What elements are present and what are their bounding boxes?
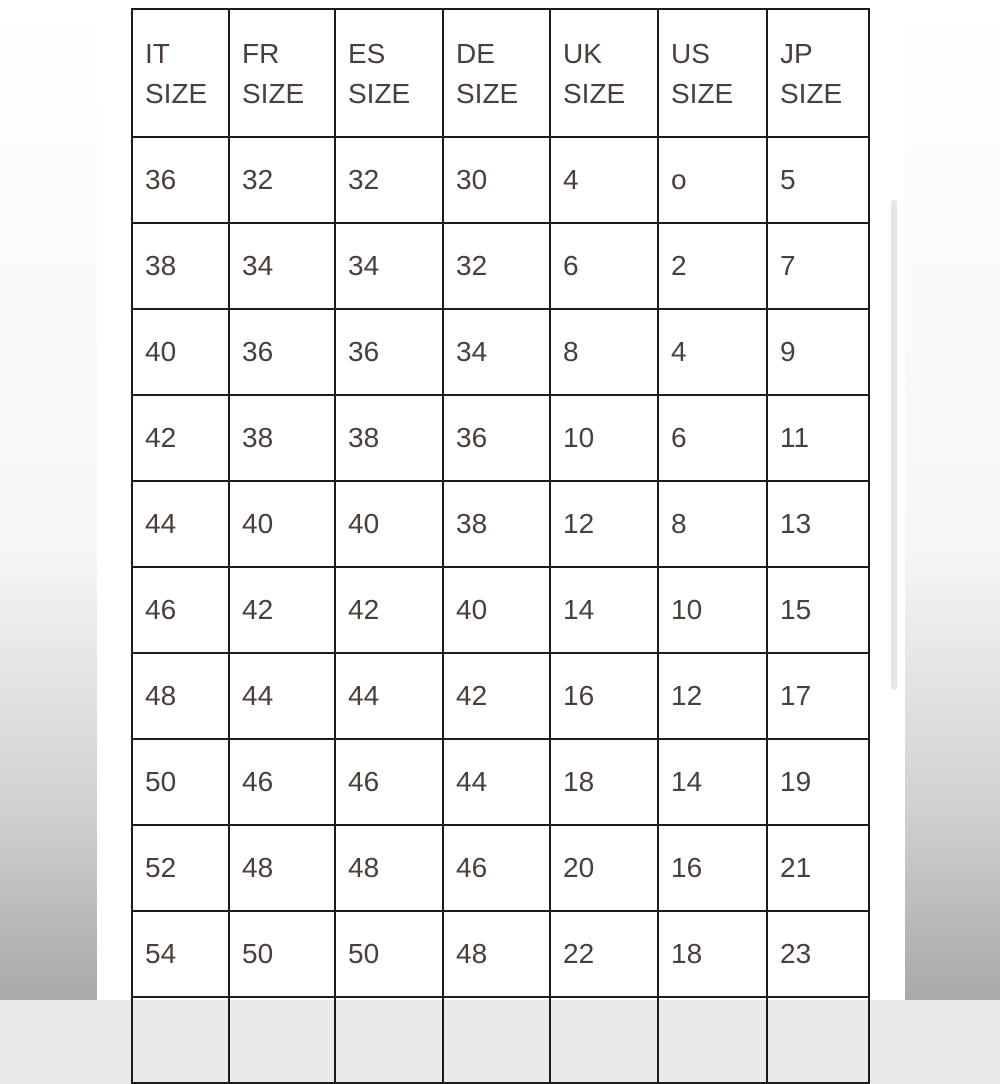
table-row [132,825,869,911]
header-label: SIZE [456,78,519,109]
table-cell: 10 [550,395,658,481]
table-cell [229,997,335,1083]
table-cell: 34 [229,223,335,309]
header-label: US [671,38,710,69]
table-cell: 12 [550,481,658,567]
table-cell: 40 [132,309,229,395]
table-cell [335,997,443,1083]
table-cell: 32 [443,223,550,309]
table-header-row [132,9,869,137]
table-row [132,911,869,997]
table-cell [550,997,658,1083]
header-label: SIZE [563,78,626,109]
table-cell: 21 [767,825,869,911]
table-cell: 42 [229,567,335,653]
table-cell: 13 [767,481,869,567]
table-cell: 50 [229,911,335,997]
header-label: FR [242,38,280,69]
table-cell: 40 [335,481,443,567]
table-cell: 46 [132,567,229,653]
table-cell: 36 [132,137,229,223]
table-cell [443,997,550,1083]
table-cell: 4 [550,137,658,223]
table-cell: 11 [767,395,869,481]
table-cell: 44 [335,653,443,739]
header-label: SIZE [348,78,411,109]
table-row [132,223,869,309]
table-cell: 50 [132,739,229,825]
table-cell: 38 [229,395,335,481]
header-label: SIZE [780,78,843,109]
table-cell: 20 [550,825,658,911]
table-cell: 14 [550,567,658,653]
table-cell: 6 [550,223,658,309]
header-label: JP [780,38,813,69]
table-row [132,395,869,481]
table-cell [132,997,229,1083]
table-cell: 46 [229,739,335,825]
header-it-size [132,9,229,137]
header-label: SIZE [242,78,305,109]
header-label: SIZE [671,78,734,109]
table-cell: 38 [443,481,550,567]
table-cell: 36 [335,309,443,395]
table-cell: 2 [658,223,767,309]
table-cell: 10 [658,567,767,653]
table-cell: 42 [132,395,229,481]
table-cell: 54 [132,911,229,997]
table-cell: 36 [229,309,335,395]
table-row [132,739,869,825]
header-es-size [335,9,443,137]
table-cell: 16 [550,653,658,739]
table-cell [658,997,767,1083]
table-cell: 34 [443,309,550,395]
table-cell: 34 [335,223,443,309]
table-cell: 38 [335,395,443,481]
table-cell: 44 [132,481,229,567]
header-uk-size [550,9,658,137]
table-cell: 4 [658,309,767,395]
table-cell: 42 [443,653,550,739]
table-cell: 44 [443,739,550,825]
header-jp-size [767,9,869,137]
table-cell: 48 [229,825,335,911]
table-row [132,653,869,739]
table-cell: 14 [658,739,767,825]
table-cell: 22 [550,911,658,997]
table-cell: 23 [767,911,869,997]
table-cell: 50 [335,911,443,997]
table-cell: 19 [767,739,869,825]
table-cell: 9 [767,309,869,395]
header-label: SIZE [145,78,208,109]
table-row [132,309,869,395]
table-cell: 42 [335,567,443,653]
table-cell: 32 [229,137,335,223]
table-cell: 38 [132,223,229,309]
table-cell: 18 [658,911,767,997]
table-cell: 40 [443,567,550,653]
header-label: ES [348,38,386,69]
table-cell: 46 [443,825,550,911]
table-cell: 7 [767,223,869,309]
table-cell [767,997,869,1083]
table-cell: 48 [335,825,443,911]
table-row [132,997,869,1083]
header-label: UK [563,38,602,69]
header-de-size [443,9,550,137]
table-cell: 5 [767,137,869,223]
table-cell: 17 [767,653,869,739]
table-cell: 36 [443,395,550,481]
table-cell: 15 [767,567,869,653]
header-fr-size [229,9,335,137]
table-cell: 32 [335,137,443,223]
table-cell: 52 [132,825,229,911]
table-cell: 8 [658,481,767,567]
header-label: IT [145,38,170,69]
table-row [132,481,869,567]
table-cell: 46 [335,739,443,825]
table-cell: 44 [229,653,335,739]
table-cell: o [658,137,767,223]
size-conversion-table [131,8,870,1084]
table-cell: 40 [229,481,335,567]
scrollbar[interactable] [891,200,897,690]
header-us-size [658,9,767,137]
table-cell: 30 [443,137,550,223]
table-row [132,567,869,653]
table-cell: 6 [658,395,767,481]
table-cell: 16 [658,825,767,911]
table-cell: 48 [132,653,229,739]
table-cell: 8 [550,309,658,395]
table-cell: 12 [658,653,767,739]
table-cell: 48 [443,911,550,997]
table-row [132,137,869,223]
table-cell: 18 [550,739,658,825]
header-label: DE [456,38,495,69]
